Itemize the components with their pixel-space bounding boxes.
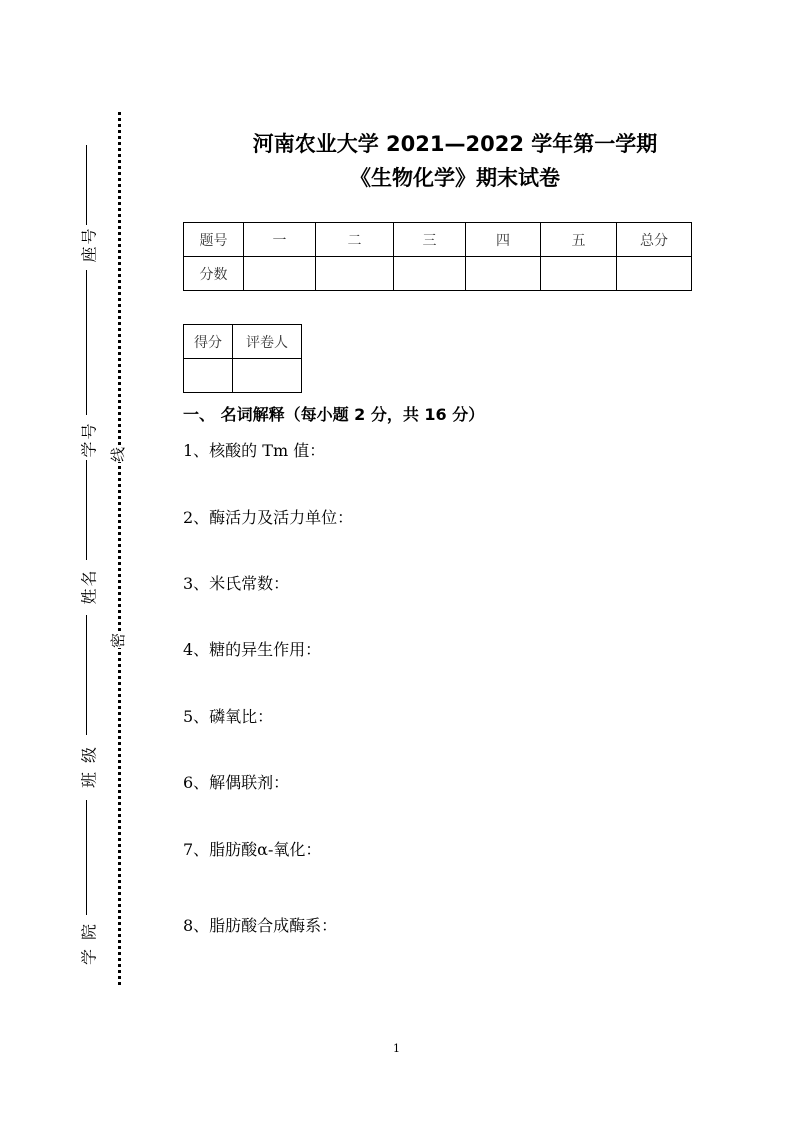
class-line (86, 615, 87, 735)
title-line2: 《生物化学》期末试卷 (350, 166, 560, 190)
section-title: 一、 名词解释（每小题 2 分，共 16 分） (183, 405, 485, 424)
question: 5、磷氧比： (183, 707, 274, 726)
name-label: 姓名 (79, 568, 99, 605)
header-cell: 三 (394, 223, 466, 257)
question: 7、脂肪酸α-氧化： (183, 840, 322, 859)
score-cell[interactable] (184, 359, 233, 393)
header-cell: 五 (541, 223, 617, 257)
question: 4、糖的异生作用： (183, 640, 322, 659)
question: 1、核酸的 Tm 值： (183, 441, 326, 460)
score-cell[interactable] (617, 257, 692, 291)
header-cell: 题号 (184, 223, 244, 257)
score-cell[interactable] (316, 257, 394, 291)
grader-cell[interactable] (233, 359, 302, 393)
grader-header: 评卷人 (233, 325, 302, 359)
score-cell[interactable] (541, 257, 617, 291)
page-number: 1 (393, 1042, 400, 1055)
college-label: 学 院 (79, 921, 99, 966)
mark-seal-char: 密 (109, 632, 128, 649)
score-cell[interactable] (394, 257, 466, 291)
name-line (86, 460, 87, 560)
mark-line-char: 线 (109, 446, 128, 463)
grader-table (183, 324, 302, 393)
header-cell: 四 (466, 223, 541, 257)
score-cell[interactable] (466, 257, 541, 291)
row-label: 分数 (184, 257, 244, 291)
score-header: 得分 (184, 325, 233, 359)
student-id-line (86, 270, 87, 415)
seal-dotted-line (118, 112, 121, 985)
class-label: 班 级 (79, 744, 99, 789)
title-line1: 河南农业大学 2021—2022 学年第一学期 (252, 132, 658, 156)
question: 2、酶活力及活力单位： (183, 508, 354, 527)
score-cell[interactable] (244, 257, 316, 291)
header-cell: 总分 (617, 223, 692, 257)
header-cell: 二 (316, 223, 394, 257)
question: 8、脂肪酸合成酶系： (183, 916, 338, 935)
seat-line (86, 145, 87, 225)
seat-label: 座号 (79, 226, 99, 263)
college-line (86, 800, 87, 915)
student-id-label: 学号 (79, 421, 99, 458)
score-table (183, 222, 692, 291)
question: 3、米氏常数： (183, 574, 290, 593)
header-cell: 一 (244, 223, 316, 257)
question: 6、解偶联剂： (183, 773, 290, 792)
